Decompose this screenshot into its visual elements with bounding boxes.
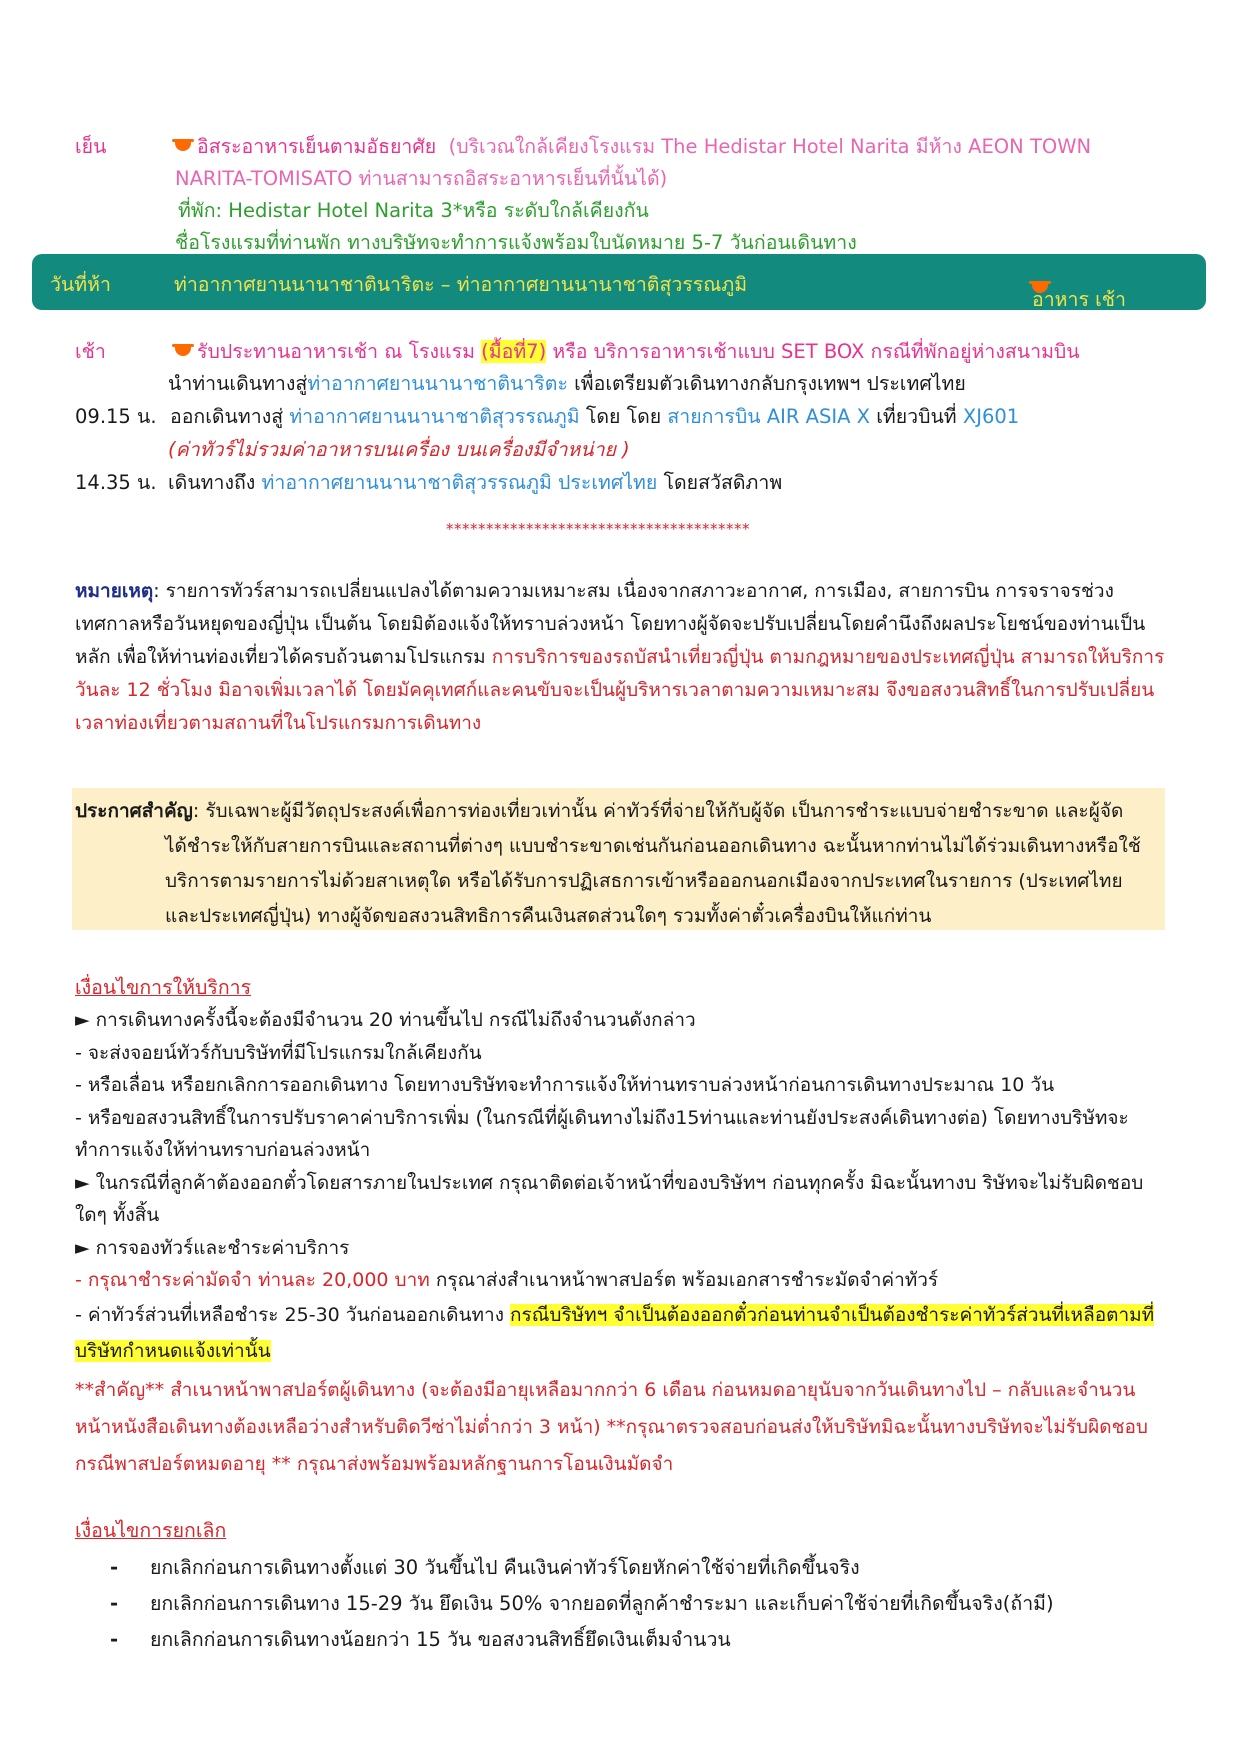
breakfast-line: รับประทานอาหารเช้า ณ โรงแรม (มื้อที่7) หรือ บริการอาหารเช้าแบบ SET BOX กรณีที่พักอยู่ห่างสนามบิน (175, 336, 1080, 367)
service-heading: เงื่อนไขการให้บริการ (75, 976, 252, 999)
notice-line-2: ได้ชำระให้กับสายการบินและสถานที่ต่างๆ แบบชำระขาดเช่นกันก่อนออกเดินทาง ฉะนั้นหากท่านไม่ได้ร่วมเดินทางหรือใช้ (165, 835, 1141, 857)
notice-line-3: บริการตามรายการไม่ด้วยสาเหตุใด หรือได้รับการปฏิเสธการเข้าหรือออกนอกเมืองจากประเทศในรายการ (ประเทศไทย (165, 870, 1123, 892)
depart-time: 09.15 น. (75, 405, 157, 428)
day-header-bar: วันที่ห้า ท่าอากาศยานนานาชาตินาริตะ – ท่าอากาศยานนานาชาติสุวรรณภูมิ อาหาร เช้า (32, 254, 1206, 310)
meal-bowl-icon (175, 347, 191, 356)
balance-line: - ค่าทัวร์ส่วนที่เหลือชำระ 25-30 วันก่อนออกเดินทาง กรณีบริษัทฯ จำเป็นต้องออกตั๋วก่อนท่านจำเป็นต้องชำระค่าทัวร์ส่วนที่เหลือตามที่บริษัทกำหนดแจ้งเท่านั้น (75, 1303, 1155, 1362)
cancel-heading: เงื่อนไขการยกเลิก (75, 1519, 227, 1542)
hotel-line: ที่พัก: Hedistar Hotel Narita 3*หรือ ระดับใกล้เคียงกัน (178, 199, 649, 222)
cancel-item: - ยกเลิกก่อนการเดินทางน้อยกว่า 15 วัน ขอสงวนสิทธิ์ยึดเงินเต็มจำนวน (110, 1628, 731, 1651)
day-route: ท่าอากาศยานนานาชาตินาริตะ – ท่าอากาศยานนานาชาติสุวรรณภูมิ (174, 273, 748, 296)
remark-paragraph: หมายเหตุ: รายการทัวร์สามารถเปลี่ยนแปลงได้ตามความเหมาะสม เนื่องจากสภาวะอากาศ, การเมือง, สายการบิน การจราจรช่วงเทศกาลหรือวันหยุดของญี่ปุ่น เป็นต้น โดยมิต้องแจ้งให้ทราบล่วงหน้า โดยทางผู้จัดจะปรับเปลี่ยนโดยคำนึงถึงผลประโยชน์ของท่านเป็นหลัก เพื่อให้ท่านท่องเที่ยวได้ครบถ้วนตามโปรแกรม การบริการของรถบัสนำเที่ยวญี่ปุ่น ตามกฎหมายของประเทศญี่ปุ่น สามารถให้บริการวันละ 12 ชั่วโมง มิอาจเพิ่มเวลาได้ โดยมัคคุเทศก์และคนขับจะเป็นผู้บริหารเวลาตามความเหมาะสม จึงขอสงวนสิทธิ์ในการปรับเปลี่ยนเวลาท่องเที่ยวตามสถานที่ในโปรแกรมการเดินทาง (75, 580, 1165, 734)
service-line: ► การจองทัวร์และชำระค่าบริการ (75, 1236, 350, 1259)
service-line: - จะส่งจอยน์ทัวร์กับบริษัทที่มีโปรแกรมใกล้เคียงกัน (75, 1041, 482, 1064)
meal-note: (ค่าทัวร์ไม่รวมค่าอาหารบนเครื่อง บนเครื่องมีจำหน่าย ) (168, 438, 630, 461)
arrive-time: 14.35 น. (75, 471, 157, 494)
service-line: ► ในกรณีที่ลูกค้าต้องออกตั๋วโดยสารภายในประเทศ กรุณาติดต่อเจ้าหน้าที่ของบริษัทฯ ก่อนทุกครั้ง มิฉะนั้นทางบ ริษัทจะไม่รับผิดชอบใดๆ ทั้งสิ้น (75, 1171, 1144, 1226)
important-note: **สำคัญ** สำเนาหน้าพาสปอร์ตผู้เดินทาง (จะต้องมีอายุเหลือมากกว่า 6 เดือน ก่อนหมดอายุนับจากวันเดินทางไป – กลับและจำนวนหน้าหนังสือเดินทางต้องเหลือว่างสำหรับติดวีซ่าไม่ต่ำกว่า 3 หน้า) **กรุณาตรวจสอบก่อนส่งให้บริษัทมิฉะนั้นทางบริษัทจะไม่รับผิดชอบกรณีพาสปอร์ตหมดอายุ ** กรุณาส่งพร้อมพร้อมหลักฐานการโอนเงินมัดจำ (75, 1378, 1148, 1475)
meal-number: (มื้อที่7) (481, 340, 547, 363)
service-list (75, 1004, 1165, 1483)
separator: ************************************** (446, 520, 750, 538)
day-label: วันที่ห้า (50, 273, 111, 296)
hotel-notice: ชื่อโรงแรมที่ท่านพัก ทางบริษัทจะทำการแจ้งพร้อมใบนัดหมาย 5-7 วันก่อนเดินทาง (175, 231, 857, 254)
evening-meal-line: อิสระอาหารเย็นตามอัธยาศัย (บริเวณใกล้เคียงโรงแรม The Hedistar Hotel Narita มีห้าง AEON TOWN (175, 131, 1091, 162)
evening-meal-note-2: NARITA-TOMISATO ท่านสามารถอิสระอาหารเย็นที่นั้นได้) (175, 167, 668, 190)
service-line: - หรือขอสงวนสิทธิ์ในการปรับราคาค่าบริการเพิ่ม (ในกรณีที่ผู้เดินทางไม่ถึง15ท่านและท่านยังประสงค์เดินทางต่อ) โดยทางบริษัทจะทำการแจ้งให้ท่านทราบก่อนล่วงหน้า (75, 1106, 1129, 1161)
meal-bowl-icon (175, 142, 191, 151)
service-line: ► การเดินทางครั้งนี้จะต้องมีจำนวน 20 ท่านขึ้นไป กรณีไม่ถึงจำนวนดังกล่าว (75, 1009, 696, 1031)
arrive-line: เดินทางถึง ท่าอากาศยานนานาชาติสุวรรณภูมิ ประเทศไทย โดยสวัสดิภาพ (168, 471, 783, 494)
notice-line-1: ประกาศสำคัญ: รับเฉพาะผู้มีวัตถุประสงค์เพื่อการท่องเที่ยวเท่านั้น ค่าทัวร์ที่จ่ายให้กับผู้จัด เป็นการชำระแบบจ่ายชำระขาด และผู้จัด (75, 800, 1124, 822)
depart-line: ออกเดินทางสู่ ท่าอากาศยานนานาชาติสุวรรณภูมิ โดย โดย สายการบิน AIR ASIA X เที่ยวบินที่ XJ601 (170, 405, 1020, 428)
notice-line-4: และประเทศญี่ปุ่น) ทางผู้จัดขอสงวนสิทธิการคืนเงินสดส่วนใดๆ รวมทั้งค่าตั๋วเครื่องบินให้แก่ท่าน (165, 905, 932, 927)
deposit-line: - กรุณาชำระค่ามัดจำ ท่านละ 20,000 บาท กรุณาส่งสำเนาหน้าพาสปอร์ต พร้อมเอกสารชำระมัดจำค่าทัวร์ (75, 1269, 939, 1291)
evening-time-label: เย็น (75, 135, 107, 158)
service-line: - หรือเลื่อน หรือยกเลิกการออกเดินทาง โดยทางบริษัทจะทำการแจ้งให้ท่านทราบล่วงหน้าก่อนการเดินทางประมาณ 10 วัน (75, 1074, 1055, 1096)
cancel-item: - ยกเลิกก่อนการเดินทาง 15-29 วัน ยึดเงิน 50% จากยอดที่ลูกค้าชำระมา และเก็บค่าใช้จ่ายที่เกิดขึ้นจริง(ถ้ามี) (110, 1592, 1054, 1615)
morning-time-label: เช้า (75, 340, 106, 363)
transfer-line: นำท่านเดินทางสู่ท่าอากาศยานนานาชาตินาริตะ เพื่อเตรียมตัวเดินทางกลับกรุงเทพฯ ประเทศไทย (168, 372, 966, 395)
cancel-item: - ยกเลิกก่อนการเดินทางตั้งแต่ 30 วันขึ้นไป คืนเงินค่าทัวร์โดยหักค่าใช้จ่ายที่เกิดขึ้นจริง (110, 1556, 860, 1579)
remark-label: หมายเหตุ (75, 580, 154, 602)
